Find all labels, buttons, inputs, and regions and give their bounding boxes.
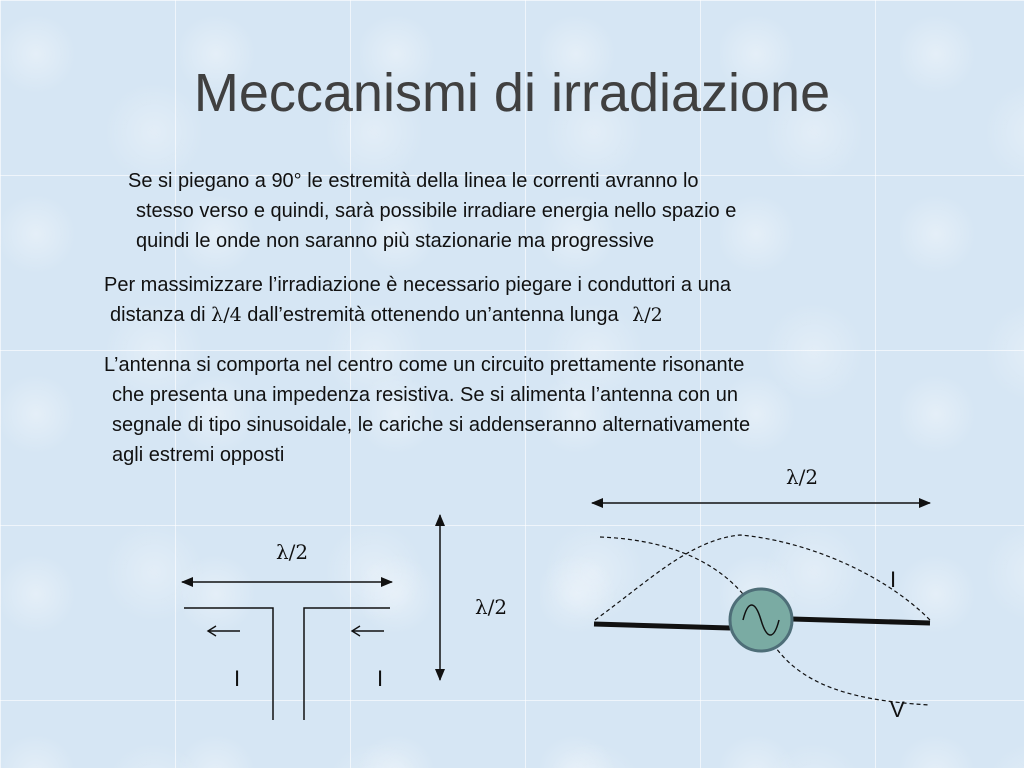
right-current-label: I (377, 666, 384, 691)
paragraph-3-line-4: agli estremi opposti (112, 444, 285, 466)
paragraph-2-line-1: Per massimizzare l’irradiazione è necessario piegare i conduttori a una (104, 274, 731, 296)
dipole-length-label: λ/2 (786, 465, 819, 489)
left-conductor (184, 608, 273, 720)
current-arrow-left (208, 626, 240, 636)
paragraph-3-line-3: segnale di tipo sinusoidale, le cariche si addenseranno alternativamente (112, 414, 751, 436)
current-arrow-right (352, 626, 384, 636)
paragraph-1-line-2: stesso verso e quindi, sarà possibile irradiare energia nello spazio e (136, 200, 737, 222)
dipole-right-arm (792, 619, 930, 623)
left-height-label: λ/2 (475, 595, 508, 619)
paragraph-1-line-1: Se si piegano a 90° le estremità della linea le correnti avranno lo (128, 170, 699, 192)
dipole-left-arm (594, 624, 730, 628)
paragraph-3-line-2: che presenta una impedenza resistiva. Se si alimenta l’antenna con un (112, 384, 738, 406)
right-conductor (304, 608, 390, 720)
paragraph-2-text-b: dall’estremità ottenendo un’antenna lunga (241, 304, 625, 326)
dipole-diagram (592, 503, 930, 705)
dipole-voltage-label: V (890, 697, 905, 722)
paragraph-3-line-1: L’antenna si comporta nel centro come un circuito prettamente risonante (104, 354, 745, 376)
paragraph-1-line-3: quindi le onde non saranno più stazionarie ma progressive (136, 230, 655, 252)
dipole-current-label: I (890, 567, 897, 592)
bent-antenna-diagram (182, 515, 440, 720)
left-current-label: I (234, 666, 241, 691)
paragraph-2-text-a: distanza di (110, 304, 212, 326)
page-title: Meccanismi di irradiazione (193, 63, 831, 123)
lambda-half-symbol: λ/2 (632, 304, 663, 326)
left-width-label: λ/2 (276, 540, 309, 564)
lambda-quarter-symbol: λ/4 (211, 304, 242, 326)
